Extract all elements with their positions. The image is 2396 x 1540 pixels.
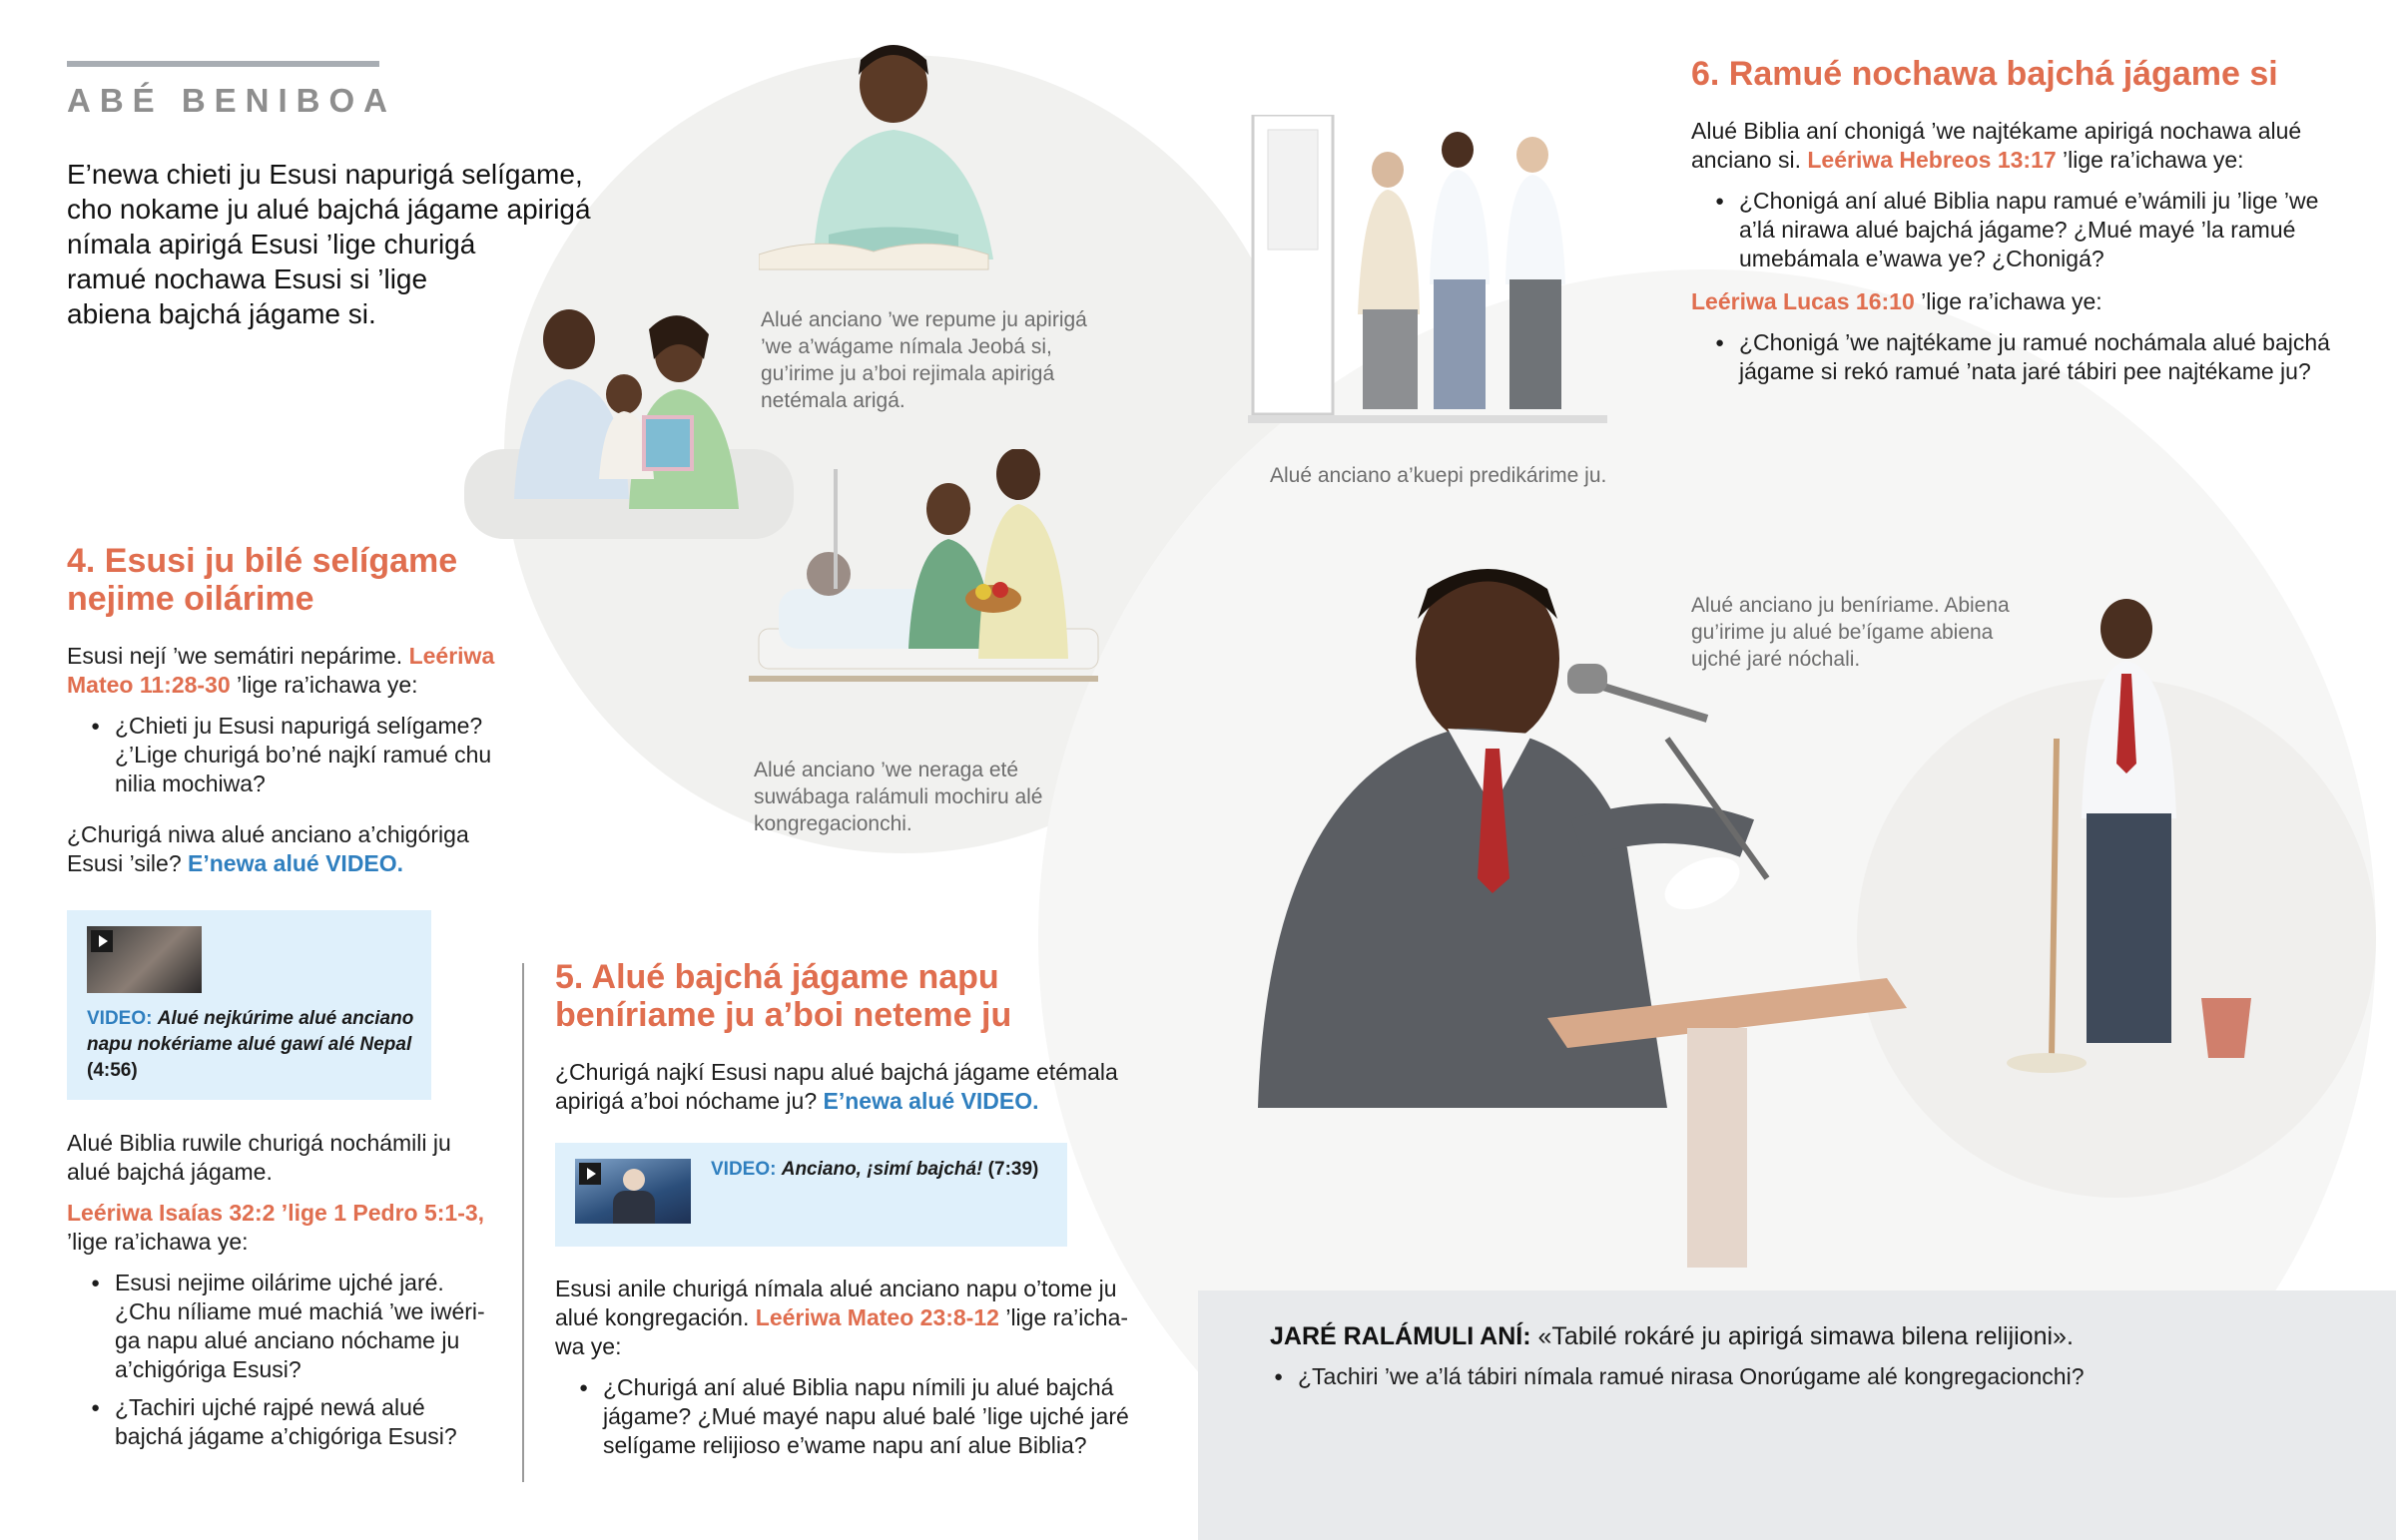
list-item: ● ¿Chieti ju Esusi napurigá selígame? ¿’Lige churigá bo’né najkí ramué chu nilia mochiwa? [67, 712, 496, 798]
video-caption: VIDEO: Alué nejkúrime alué anciano napu nokériame alué gawí alé Nepal (4:56) [87, 1008, 414, 1081]
section5-intro: ¿Churigá najkí Esusi napu alué bajchá jágame etémala apirigá a’boi nóchame ju? E’newa alué VIDEO. [555, 1059, 1118, 1114]
scripture-link[interactable]: Leériwa Mateo 23:8-12 [755, 1304, 999, 1330]
section4-heading: 4. Esusi ju bilé selígame nejime oilárime [67, 542, 458, 618]
section6-para1: Alué Biblia aní chonigá ’we najtékame apirigá nochawa alué anciano si. Leériwa Hebreos 13:17 ’lige ra’ichawa ye: [1691, 118, 2302, 173]
section4-para2: ¿Churigá niwa alué anciano a’chigóriga Esusi ’sile? E’newa alué VIDEO. [67, 821, 469, 876]
scripture-link[interactable]: Leériwa Hebreos 13:17 [1807, 147, 2057, 173]
section4-para3: Alué Biblia ruwile churigá nochámili ju alué bajchá jágame. [67, 1130, 451, 1185]
section4-lower [67, 1129, 496, 1460]
section6-para2: Leériwa Lucas 16:10 ’lige ra’ichawa ye: [1691, 288, 2102, 314]
video-card-nepal[interactable] [67, 910, 431, 1100]
section6-heading: 6. Ramué nochawa bajchá jágame si [1691, 55, 2278, 93]
video-link[interactable]: E’newa alué VIDEO. [823, 1088, 1039, 1114]
video-caption: VIDEO: Anciano, ¡simí bajchá! (7:39) [711, 1159, 1039, 1180]
section5-bullets [555, 1373, 1129, 1460]
video-thumbnail[interactable] [575, 1159, 691, 1224]
section4-bullets-2 [67, 1269, 496, 1451]
play-icon[interactable] [91, 930, 113, 952]
section5-para2: Esusi anile churigá nímala alué anciano napu o’tome ju alué kongregación. Leériwa Mateo 23:8-12 ’lige ra’ichawa ye: [555, 1276, 1129, 1359]
section4-bullets-1 [67, 712, 496, 798]
scripture-link[interactable]: Leériwa Lucas 16:10 [1691, 288, 1915, 314]
illustration-reading [759, 30, 1018, 279]
section4-para4: Leériwa Isaías 32:2 ’lige 1 Pedro 5:1-3, ’lige ra’ichawa ye: [67, 1200, 485, 1255]
list-item: ● ¿Churigá aní alué Biblia napu nímili ju alué bajchá jágame? ¿Mué mayé napu alué balé ’lige ujché jaré selígame relijioso e’wame napu aní alue Biblia? [555, 1373, 1129, 1460]
scripture-link[interactable]: Leériwa Isaías 32:2 ’lige 1 Pedro 5:1-3, [67, 1200, 485, 1226]
list-item: ● ¿Chonigá ’we najtékame ju ramué nochámala alué bajchá jágame si rekó ramué ’nata jaré tábiri pee najtékame ju? [1691, 328, 2335, 386]
bottom-note-bullets [1250, 1362, 2348, 1400]
section5-lower [555, 1275, 1129, 1469]
intro-line: abiena bajchá jágame si. [67, 298, 376, 329]
list-item: ● ¿Tachiri ’we a’lá tábiri nímala ramué nirasa Onorúgame alé kongregacionchi? [1250, 1362, 2348, 1391]
section4-content [67, 642, 496, 878]
play-icon[interactable] [579, 1163, 601, 1185]
intro-line: nímala apirigá Esusi ’lige churigá [67, 229, 476, 259]
caption-preaching: Alué anciano a’kuepi predikárime ju. [1270, 464, 1607, 487]
scripture-link[interactable]: Leériwa Mateo 11:28-30 [67, 643, 495, 698]
section6-bullets-2 [1691, 328, 2335, 386]
section6-bullets-1 [1691, 187, 2335, 273]
section5-heading: 5. Alué bajchá jágame napu beníriame ju a’boi neteme ju [555, 958, 1012, 1034]
list-item: ● Esusi nejime oilárime ujché jaré. ¿Chu níliame mué machiá ’we iwériga napu alué anciano nóchame ju a’chigóriga Esusi? [67, 1269, 496, 1384]
column-divider [522, 963, 524, 1482]
caption-reading: Alué anciano ’we repume ju apirigá ’we a’wágame nímala Jeobá si, gu’irime ju a’boi rejimala apirigá netémala arigá. [761, 308, 1087, 412]
section4-para1: Esusi nejí ’we semátiri nepárime. Leériwa Mateo 11:28-30 ’lige ra’ichawa ye: [67, 643, 495, 698]
intro-line: ramué nochawa Esusi si ’lige [67, 263, 428, 294]
section-label: ABÉ BENIBOA [67, 82, 397, 119]
section-label-rule [67, 61, 379, 67]
caption-cleaning: Alué anciano ju beníriame. Abiena gu’irime ju alué be’ígame abiena ujché jaré nóchali. [1691, 594, 2010, 671]
bottom-note-box [1198, 1290, 2396, 1540]
section6-content [1691, 117, 2335, 395]
caption-hospital: Alué anciano ’we neraga eté suwábaga ralámuli mochiru alé kongregacionchi. [754, 759, 1043, 835]
intro-line: E’newa chieti ju Esusi napurigá selígame, [67, 159, 583, 190]
list-item: ● ¿Chonigá aní alué Biblia napu ramué e’wámili ju ’lige ’we a’lá nirawa alué bajchá jágame? ¿Mué mayé ’la ramué umebámala e’wawa ye? ¿Chonigá? [1691, 187, 2335, 273]
list-item: ● ¿Tachiri ujché rajpé newá alué bajchá jágame a’chigóriga Esusi? [67, 1393, 496, 1451]
illustration-preaching [1248, 115, 1607, 434]
illustration-hospital [739, 449, 1108, 739]
video-link[interactable]: E’newa alué VIDEO. [188, 850, 404, 876]
intro-line: cho nokame ju alué bajchá jágame apirigá [67, 194, 591, 225]
video-thumbnail[interactable] [87, 926, 202, 993]
video-card-anciano[interactable] [555, 1143, 1067, 1247]
bottom-note-line: JARÉ RALÁMULI ANÍ: «Tabilé rokáré ju apirigá simawa bilena relijioni». [1270, 1322, 2074, 1350]
